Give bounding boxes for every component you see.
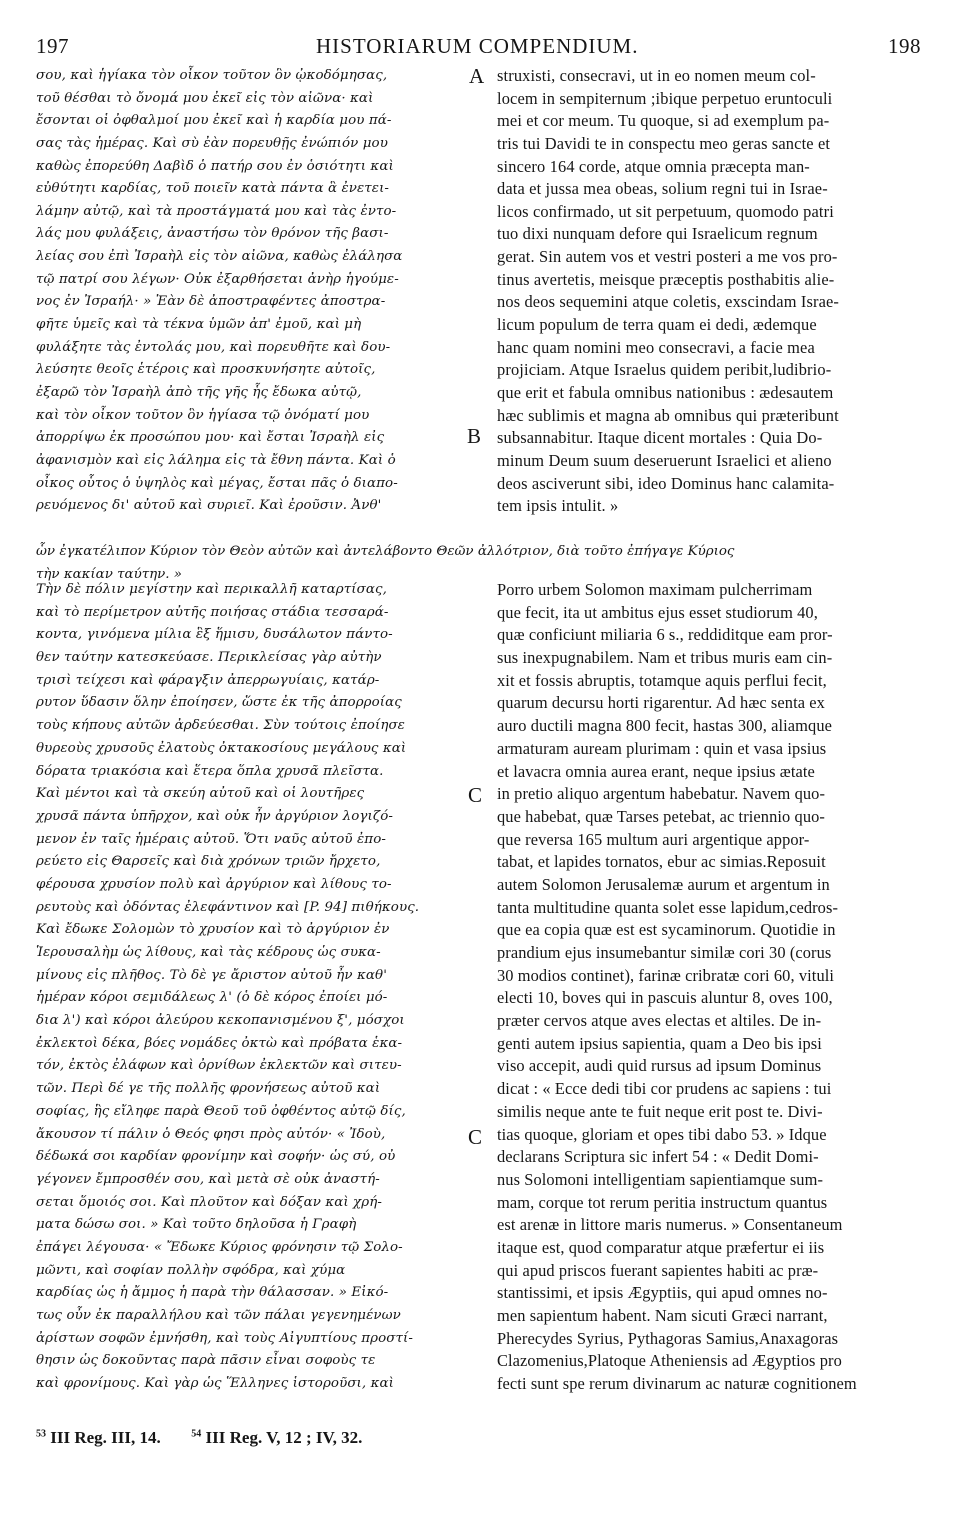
greek-column-bottom [36, 579, 472, 1396]
greek-text-line: φῆτε ὑμεῖς καὶ τὰ τέκνα ὑμῶν ἀπ' ἐμοῦ, καὶ μὴ [36, 317, 362, 333]
latin-text-line: et lavacra omnia aurea erant, neque ipsius ætate [497, 761, 815, 781]
greek-text-line: ρευτοὺς καὶ ὀδόντας ἐλεφάντινον καὶ [P. 94] πιθήκους. [36, 899, 420, 915]
latin-text-line: xit et fossis abruptis, totamque aquis perflui fecit, [497, 670, 827, 690]
latin-text-line: dicat : « Ecce dedi tibi cor prudens ac sapiens : tui [497, 1079, 832, 1099]
greek-text-line: τοὺς κήπους αὐτῶν ἀρδεύεσθαι. Σὺν τούτοις ἐποίησε [36, 718, 405, 734]
latin-text-line: qui apud priscos fuerant sapientes habiti ac præ- [497, 1260, 819, 1280]
margin-letter-c: C [468, 783, 483, 807]
latin-text-line: declarans Scriptura sic infert 54 : « Dedit Domi- [497, 1147, 819, 1167]
footnote-54-text: III Reg. V, 12 ; IV, 32. [205, 1428, 363, 1447]
greek-text-line: μενον ἐν ταῖς ἡμέραις αὐτοῦ. Ὅτι ναῦς αὐτοῦ ἐπο- [36, 831, 386, 847]
latin-text-line: Porro urbem Solomon maximam pulcherrimam [497, 580, 813, 599]
latin-text-line: autem Solomon Jerusalemæ aurum et argentum in [497, 874, 830, 894]
latin-text-line: similis neque ante te fuit neque erit post te. Divi- [497, 1101, 823, 1121]
latin-text-line: tanta multitudine quanta solet esse lapidum,cedros- [497, 897, 839, 917]
latin-text-line: auro ductili magna 800 fecit, hastas 300, aliamque [497, 716, 832, 736]
greek-text-line: ρυτον ὕδασιν ὅλην ἐποίησεν, ὥστε ἐκ τῆς ἀπορροίας [36, 695, 402, 711]
greek-text-line: καὶ τὸν οἶκον τοῦτον ὃν ἡγίασα τῷ ὀνόματί μου [36, 407, 370, 423]
latin-text-line: tem ipsis intulit. » [497, 496, 619, 516]
greek-text-line: τόν, ἐκτὸς ἐλάφων καὶ ὀρνίθων ἐκλεκτῶν καὶ σιτευ- [36, 1058, 402, 1074]
greek-text-line: δέδωκά σοι καρδίαν φρονίμην καὶ σοφήν· ὡς σύ, οὐ [36, 1149, 396, 1165]
greek-text-line: καὶ τὸ περίμετρον αὐτῆς ποιήσας στάδια τεσσαρά- [36, 604, 389, 620]
latin-text-line: quarum decursu horti rigarentur. Ad hæc senta ex [497, 693, 825, 713]
greek-text-line: θυρεοὺς χρυσοῦς ἐλατοὺς ὀκτακοσίους μεγάλους καὶ [36, 740, 407, 756]
latin-text-line: deos asciverunt sibi, ideo Dominus hanc calamita- [497, 473, 835, 493]
greek-text-line: Τὴν δὲ πόλιν μεγίστην καὶ περικαλλῆ καταρτίσας, [36, 582, 387, 597]
latin-text-line: in pretio aliquo argentum habebatur. Navem quo- [497, 784, 826, 804]
greek-text-line: καὶ φρονίμους. Καὶ γὰρ ὡς Ἕλληνες ἱστοροῦσι, καὶ [36, 1376, 394, 1392]
latin-text-line: data et jussa mea obeas, solium regni tui in Israe- [497, 179, 828, 199]
latin-text-line: que ea copia quæ est est sycaminorum. Quotidie in [497, 920, 836, 940]
greek-text-line: Καὶ μέντοι καὶ τὰ σκεύη αὐτοῦ καὶ οἱ λουτῆρες [36, 786, 365, 802]
footnote-54-mark: 54 [191, 1428, 202, 1440]
greek-full-text-line: ὧν ἐγκατέλιπον Κύριον τὸν Θεὸν αὐτῶν καὶ ἀντελάβοντο Θεῶν ἀλλότριον, διὰ τοῦτο ἐπήγαγε Κύριος [36, 544, 735, 559]
latin-column-bottom [497, 579, 929, 1396]
greek-text-line: καρδίας ὡς ἡ ἄμμος ἡ παρὰ τὴν θάλασσαν. » Εἰκό- [36, 1285, 389, 1301]
greek-text-line: λάς μου φυλάξεις, ἀναστήσω τὸν θρόνον τῆς βασι- [36, 226, 389, 242]
latin-text-line: prandium ejus insumebantur similæ cori 30 (corus [497, 943, 832, 962]
greek-text-line: μῶντι, καὶ σοφίαν πολλὴν σφόδρα, καὶ χύμα [36, 1262, 346, 1278]
latin-text-line: tuo dixi nunquam defore qui Israelicum regnum [497, 224, 818, 244]
latin-column-top [497, 65, 929, 518]
latin-text-line: mam, corque tot rerum peritia instructum quantus [497, 1192, 828, 1212]
greek-full-text-line: τὴν κακίαν ταύτην. » [36, 566, 182, 582]
greek-text-line: ἡμέραν κόροι σεμιδάλεως λ' (ὁ δὲ κόρος ἐποίει μό- [36, 990, 388, 1006]
greek-column-top [36, 65, 472, 518]
latin-text-line: viso accepit, audi quid rursus ad ipsum Dominus [497, 1056, 822, 1076]
latin-text-line: armaturam auream plurimam : quin et vasa ipsius [497, 738, 827, 758]
latin-text-line: licos confirmado, ut sit perpetuum, quomodo patri [497, 201, 834, 221]
latin-text-line: tris tui Davidi te in conspectu meo geras sancte et [497, 133, 831, 153]
greek-text-line: φυλάξητε τὰς ἐντολάς μου, καὶ πορευθῆτε καὶ δου- [36, 339, 391, 355]
page-header [0, 0, 957, 60]
latin-text-line: que erit et fabula omnibus nationibus : ædesautem [497, 382, 834, 402]
right-page-number: 198 [888, 34, 921, 58]
footnote-53-text: III Reg. III, 14. [50, 1428, 161, 1447]
latin-text-line: Pherecydes Syrius, Pythagoras Samius,Anaxagoras [497, 1328, 839, 1348]
latin-text-line: que fecit, ita ut ambitus ejus esset studiorum 40, [497, 602, 818, 622]
latin-text-line: 30 modios continet), farinæ cribratæ cori 60, vituli [497, 965, 835, 985]
greek-text-line: κοντα, γινόμενα μίλια ἓξ ἥμισυ, δυσάλωτον πάντο- [36, 627, 393, 643]
greek-text-line: οἶκος οὗτος ὁ ὑψηλὸς καὶ μέγας, ἔσται πᾶς ὁ διαπο- [36, 475, 398, 491]
greek-text-line: λάμην αὐτῷ, καὶ τὰ προστάγματά μου καὶ τὰς ἐντο- [36, 203, 397, 219]
latin-text-line: que habebat, quæ Tarses petebat, ac triennio quo- [497, 806, 825, 826]
greek-text-line: ἀφανισμὸν καὶ εἰς λάλημα εἰς τὰ ἔθνη πάντα. Καὶ ὁ [36, 452, 396, 468]
greek-text-line: Καὶ ἔδωκε Σολομὼν τὸ χρυσίον καὶ τὸ ἀργύριον ἐν [36, 922, 390, 938]
greek-text-line: Ἱερουσαλὴμ ὡς λίθους, καὶ τὰς κέδρους ὡς συκα- [36, 945, 381, 960]
greek-text-line: τοῦ θέσθαι τὸ ὄνομά μου ἐκεῖ εἰς τὸν αἰῶνα· καὶ [36, 90, 374, 106]
margin-letter-a: A [469, 64, 485, 88]
greek-text-line: ρευόμενος δι' αὐτοῦ καὶ συριεῖ. Καὶ ἐροῦσιν. Ἀνθ' [36, 498, 382, 514]
greek-text-line: χρυσᾶ πάντα ὑπῆρχον, καὶ οὐκ ἦν ἀργύριον λογιζό- [36, 808, 393, 824]
greek-text-line: γέγονεν ἔμπροσθέν σου, καὶ μετὰ σὲ οὐκ ἀναστή- [36, 1171, 380, 1187]
greek-text-line: νος ἐν Ἰσραήλ· » Ἐὰν δὲ ἀποστραφέντες ἀποστρα- [36, 294, 386, 310]
latin-text-line: tias quoque, gloriam et opes tibi dabo 53. » Idque [497, 1124, 827, 1144]
greek-text-line: θεν ταύτην κατεσκεύασε. Περικλείσας γὰρ αὐτὴν [36, 650, 382, 666]
greek-text-line: τῶν. Περὶ δέ γε τῆς πολλῆς φρονήσεως αὐτοῦ καὶ [36, 1081, 381, 1097]
greek-text-line: τῷ πατρί σου λέγων· Οὐκ ἐξαρθήσεται ἀνὴρ ἡγούμε- [36, 271, 399, 287]
greek-text-line: θησιν ὡς δοκοῦντας παρὰ πᾶσιν εἶναι σοφοὺς τε [36, 1353, 376, 1369]
latin-text-line: gerat. Sin autem vos et vestri posteri a me vos pro- [497, 247, 838, 267]
latin-text-line: minum Deum suum deseruerunt Israelici et alieno [497, 450, 832, 470]
greek-text-line: σου, καὶ ἡγίακα τὸν οἶκον τοῦτον ὃν ᾠκοδόμησας, [36, 68, 388, 83]
latin-text-line: struxisti, consecravi, ut in eo nomen meum col- [497, 66, 816, 85]
latin-text-line: tinus avertetis, meisque præceptis posthabitis alie- [497, 269, 835, 289]
latin-text-line: licum populum de terra quam ei dedi, ædemque [497, 315, 817, 335]
latin-text-line: præter cervos atque aves electas et altiles. De in- [497, 1011, 822, 1031]
latin-text-line: hæc sublimis et magna ab omnibus qui præteribunt [497, 405, 839, 425]
running-title: HISTORIARUM COMPENDIUM. [316, 34, 639, 58]
greek-text-line: καθὼς ἐπορεύθη Δαβὶδ ὁ πατήρ σου ἐν ὁσιότητι καὶ [36, 158, 394, 174]
latin-text-line: sincero 164 corde, atque omnia præcepta man- [497, 156, 810, 176]
latin-text-line: subsannabitur. Itaque dicent mortales : Quia Do- [497, 428, 823, 448]
greek-text-line: σας τὰς ἡμέρας. Καὶ σὺ ἐὰν πορευθῇς ἐνώπιόν μου [36, 135, 388, 151]
greek-text-line: ἄκουσον τί πάλιν ὁ Θεός φησι πρὸς αὐτόν· « Ἰδοὺ, [36, 1126, 386, 1142]
greek-text-line: ἀπορρίψω ἐκ προσώπου μου· καὶ ἔσται Ἰσραὴλ εἰς [36, 430, 385, 446]
latin-text-line: Clazomenius,Platoque Atheniensis ad Ægyptios pro [497, 1351, 842, 1371]
greek-text-line: λείας σου ἐπὶ Ἰσραὴλ εἰς τὸν αἰῶνα, καθὼς ἐλάλησα [36, 249, 403, 265]
greek-text-line: δόρατα τριακόσια καὶ ἕτερα ὅπλα χρυσᾶ πλεῖστα. [36, 763, 384, 779]
latin-text-line: est arenæ in littore maris numerus. » Consentaneum [497, 1215, 843, 1235]
greek-text-line: ἐπάγει λέγουσα· « Ἔδωκε Κύριος φρόνησιν τῷ Σολο- [36, 1239, 403, 1255]
latin-text-line: genti autem ipsius sapientia, quam a Deo bis ipsi [497, 1033, 822, 1053]
greek-text-line: τως οὖν ἐκ παραλλήλου καὶ τῶν πάλαι γεγενημένων [36, 1308, 401, 1323]
latin-text-line: hanc quam nomini meo consecravi, a facie mea [497, 337, 815, 357]
greek-text-line: λεύσητε θεοῖς ἑτέροις καὶ προσκυνήσητε αὐτοῖς, [36, 362, 376, 378]
latin-text-line: tabat, et lapides tornatos, ebur ac simias.Reposuit [497, 852, 826, 872]
latin-text-line: projiciam. Atque Israelus quidem peribit,ludibrio- [497, 360, 832, 380]
latin-text-line: nus Solomoni intelligentiam sapientiamque sum- [497, 1169, 824, 1189]
greek-text-line: ἐκλεκτοὶ δέκα, βόες νομάδες ὀκτὼ καὶ πρόβατα ἑκα- [36, 1035, 403, 1051]
latin-text-line: que reversa 165 multum auri argentique appor- [497, 829, 810, 849]
left-page-number: 197 [36, 34, 69, 58]
greek-text-line: τρισὶ τείχεσι καὶ φάραγξιν ἀπερρωγυίαις, κατάρ- [36, 672, 380, 688]
greek-text-line: ματα δώσω σοι. » Καὶ τοῦτο δηλοῦσα ἡ Γραφὴ [36, 1217, 357, 1233]
footnotes [36, 1428, 362, 1448]
latin-text-line: men sapientum habent. Nam sicuti Græci narrant, [497, 1306, 828, 1325]
greek-text-line: ἔσονται οἱ ὀφθαλμοί μου ἐκεῖ καὶ ἡ καρδία μου πά- [36, 113, 392, 129]
latin-text-line: electi 10, boves qui in pascuis aluntur 8, oves 100, [497, 988, 833, 1008]
latin-text-line: fecti sunt spe rerum divinarum ac naturæ cognitionem [497, 1374, 857, 1394]
greek-text-line: φέρουσα χρυσίον πολὺ καὶ ἀργύριον καὶ λίθους το- [36, 876, 392, 892]
greek-text-line: σεται ὅμοιός σοι. Καὶ πλοῦτον καὶ δόξαν καὶ χρή- [36, 1194, 382, 1210]
greek-text-line: ἀρίστων σοφῶν ἐμνήσθη, καὶ τοὺς Αἰγυπτίους προστί- [36, 1330, 413, 1346]
margin-letter-b: B [467, 424, 482, 448]
greek-text-line: ἐξαρῶ τὸν Ἰσραὴλ ἀπὸ τῆς γῆς ἧς ἔδωκα αὐτῷ, [36, 384, 362, 400]
latin-text-line: locem in sempiternum ;ibique perpetuo eruntoculi [497, 88, 833, 108]
footnote-53-mark: 53 [36, 1428, 46, 1440]
greek-text-line: μίνους εἰς πλῆθος. Τὸ δὲ γε ἄριστον αὐτοῦ ἦν καθ' [36, 967, 387, 983]
margin-letter-c-second: C [468, 1125, 483, 1149]
latin-text-line: quæ conficiunt miliaria 6 s., reddiditque eam pror- [497, 625, 833, 645]
greek-text-line: σοφίας, ἣς εἴληφε παρὰ Θεοῦ τοῦ ὀφθέντος αὐτῷ δίς, [36, 1103, 406, 1119]
greek-text-line: ρεύετο εἰς Θαρσεῖς καὶ διὰ χρόνων τριῶν ἤρχετο, [36, 854, 381, 870]
greek-text-line: δια λ') καὶ κόροι ἀλεύρου κεκοπανισμένου ξ', μόσχοι [36, 1013, 405, 1029]
greek-text-line: εὐθύτητι καρδίας, τοῦ ποιεῖν κατὰ πάντα ἃ ἐνετει- [36, 181, 390, 197]
latin-text-line: stantissimi, et ipsis Ægyptiis, qui apud omnes no- [497, 1283, 828, 1303]
latin-text-line: mei et cor meum. Tu quoque, si ad exemplum pa- [497, 111, 830, 131]
latin-text-line: itaque est, quod comparatur atque præfertur ei iis [497, 1237, 825, 1257]
latin-text-line: sus inexpugnabilem. Nam et tribus muris eam cin- [497, 648, 833, 668]
latin-text-line: nos deos sequemini atque coletis, exscindam Israe- [497, 292, 840, 312]
